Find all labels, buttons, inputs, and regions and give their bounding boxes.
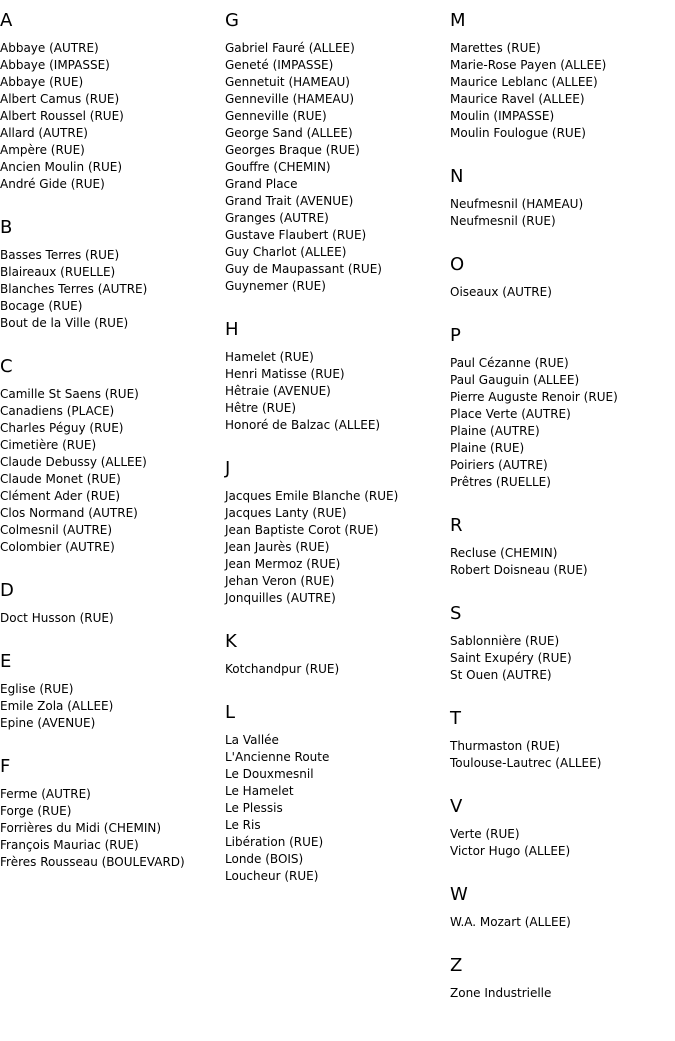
street-entry[interactable]: Forge (RUE) xyxy=(0,804,72,818)
letter-section-g xyxy=(225,10,445,295)
letter-heading: N xyxy=(450,166,464,187)
street-entry[interactable]: Blanches Terres (AUTRE) xyxy=(0,282,148,296)
street-entry[interactable]: Honoré de Balzac (ALLEE) xyxy=(225,418,381,432)
letter-section-b xyxy=(0,217,220,332)
letter-heading: J xyxy=(225,458,231,479)
street-entry[interactable]: Frères Rousseau (BOULEVARD) xyxy=(0,855,185,869)
street-entry[interactable]: Neufmesnil (HAMEAU) xyxy=(450,197,584,211)
street-entry[interactable]: Canadiens (PLACE) xyxy=(0,404,115,418)
street-list xyxy=(450,826,675,860)
index-column-2 xyxy=(225,0,445,909)
street-entry[interactable]: Blaireaux (RUELLE) xyxy=(0,265,116,279)
street-entry[interactable]: Eglise (RUE) xyxy=(0,682,74,696)
letter-section-a xyxy=(0,10,220,193)
street-entry[interactable]: Claude Debussy (ALLEE) xyxy=(0,455,147,469)
street-list xyxy=(450,545,675,579)
street-entry[interactable]: Le Douxmesnil xyxy=(225,767,314,781)
street-entry[interactable]: Robert Doisneau (RUE) xyxy=(450,563,588,577)
street-entry[interactable]: Paul Cézanne (RUE) xyxy=(450,356,569,370)
letter-heading: M xyxy=(450,10,466,31)
street-entry[interactable]: Jean Mermoz (RUE) xyxy=(225,557,341,571)
street-entry[interactable]: Albert Roussel (RUE) xyxy=(0,109,124,123)
street-entry[interactable]: Oiseaux (AUTRE) xyxy=(450,285,552,299)
letter-heading: H xyxy=(225,319,239,340)
street-entry[interactable]: Charles Péguy (RUE) xyxy=(0,421,124,435)
letter-heading: A xyxy=(0,10,13,31)
street-list xyxy=(450,738,675,772)
street-entry[interactable]: Sablonnière (RUE) xyxy=(450,634,560,648)
letter-section-h xyxy=(225,319,445,434)
street-entry[interactable]: Camille St Saens (RUE) xyxy=(0,387,139,401)
street-entry[interactable]: Claude Monet (RUE) xyxy=(0,472,121,486)
letter-heading: R xyxy=(450,515,463,536)
street-entry[interactable]: Georges Braque (RUE) xyxy=(225,143,360,157)
street-entry[interactable]: Genneville (RUE) xyxy=(225,109,327,123)
street-entry[interactable]: Paul Gauguin (ALLEE) xyxy=(450,373,580,387)
street-entry[interactable]: Hêtre (RUE) xyxy=(225,401,297,415)
letter-heading: G xyxy=(225,10,239,31)
letter-heading: O xyxy=(450,254,465,275)
street-entry[interactable]: Poiriers (AUTRE) xyxy=(450,458,548,472)
letter-heading: T xyxy=(450,708,461,729)
street-entry[interactable]: Gustave Flaubert (RUE) xyxy=(225,228,367,242)
street-entry[interactable]: Jean Jaurès (RUE) xyxy=(225,540,330,554)
street-entry[interactable]: Jacques Lanty (RUE) xyxy=(225,506,347,520)
street-list xyxy=(450,355,675,491)
street-list xyxy=(450,914,675,931)
street-entry[interactable]: Jacques Emile Blanche (RUE) xyxy=(225,489,399,503)
street-entry[interactable]: Clos Normand (AUTRE) xyxy=(0,506,138,520)
street-entry[interactable]: Neufmesnil (RUE) xyxy=(450,214,556,228)
street-entry[interactable]: Gouffre (CHEMIN) xyxy=(225,160,331,174)
letter-heading: Z xyxy=(450,955,463,976)
street-entry[interactable]: Grand Trait (AVENUE) xyxy=(225,194,354,208)
street-entry[interactable]: Cimetière (RUE) xyxy=(0,438,97,452)
street-entry[interactable]: Marie-Rose Payen (ALLEE) xyxy=(450,58,607,72)
letter-heading: C xyxy=(0,356,13,377)
street-entry[interactable]: Le Ris xyxy=(225,818,261,832)
street-list xyxy=(225,732,445,885)
street-entry[interactable]: Le Plessis xyxy=(225,801,283,815)
letter-section-w xyxy=(450,884,675,931)
letter-section-n xyxy=(450,166,675,230)
street-entry[interactable]: Maurice Leblanc (ALLEE) xyxy=(450,75,598,89)
street-entry[interactable]: Abbaye (RUE) xyxy=(0,75,84,89)
letter-section-s xyxy=(450,603,675,684)
street-list xyxy=(0,681,220,732)
street-entry[interactable]: Colmesnil (AUTRE) xyxy=(0,523,113,537)
street-entry[interactable]: Geneté (IMPASSE) xyxy=(225,58,334,72)
street-entry[interactable]: Guy de Maupassant (RUE) xyxy=(225,262,382,276)
street-list xyxy=(450,196,675,230)
street-list xyxy=(450,40,675,142)
street-entry[interactable]: Jehan Veron (RUE) xyxy=(225,574,335,588)
street-entry[interactable]: Abbaye (IMPASSE) xyxy=(0,58,110,72)
letter-heading: F xyxy=(0,756,11,777)
street-entry[interactable]: Plaine (AUTRE) xyxy=(450,424,540,438)
street-entry[interactable]: Doct Husson (RUE) xyxy=(0,611,114,625)
letter-section-l xyxy=(225,702,445,885)
street-entry[interactable]: Emile Zola (ALLEE) xyxy=(0,699,114,713)
letter-section-d xyxy=(0,580,220,627)
letter-section-k xyxy=(225,631,445,678)
street-list xyxy=(225,349,445,434)
street-entry[interactable]: W.A. Mozart (ALLEE) xyxy=(450,915,571,929)
street-list xyxy=(0,247,220,332)
street-entry[interactable]: Hamelet (RUE) xyxy=(225,350,314,364)
letter-heading: L xyxy=(225,702,236,723)
street-entry[interactable]: Zone Industrielle xyxy=(450,986,552,1000)
street-entry[interactable]: François Mauriac (RUE) xyxy=(0,838,139,852)
street-entry[interactable]: Bocage (RUE) xyxy=(0,299,83,313)
street-list xyxy=(0,386,220,556)
street-list xyxy=(450,633,675,684)
street-entry[interactable]: Albert Camus (RUE) xyxy=(0,92,120,106)
street-entry[interactable]: Guy Charlot (ALLEE) xyxy=(225,245,347,259)
street-entry[interactable]: Maurice Ravel (ALLEE) xyxy=(450,92,585,106)
street-entry[interactable]: Verte (RUE) xyxy=(450,827,520,841)
street-entry[interactable]: Abbaye (AUTRE) xyxy=(0,41,99,55)
street-entry[interactable]: George Sand (ALLEE) xyxy=(225,126,353,140)
street-entry[interactable]: Ancien Moulin (RUE) xyxy=(0,160,123,174)
street-list xyxy=(450,985,675,1002)
street-list xyxy=(0,40,220,193)
street-list xyxy=(225,661,445,678)
street-entry[interactable]: Moulin (IMPASSE) xyxy=(450,109,555,123)
index-column-1 xyxy=(0,0,220,895)
letter-section-m xyxy=(450,10,675,142)
street-entry[interactable]: Epine (AVENUE) xyxy=(0,716,96,730)
street-entry[interactable]: Victor Hugo (ALLEE) xyxy=(450,844,571,858)
letter-section-c xyxy=(0,356,220,556)
street-entry[interactable]: Ampère (RUE) xyxy=(0,143,85,157)
street-entry[interactable]: Toulouse-Lautrec (ALLEE) xyxy=(450,756,602,770)
street-entry[interactable]: Saint Exupéry (RUE) xyxy=(450,651,572,665)
letter-heading: P xyxy=(450,325,461,346)
street-entry[interactable]: Le Hamelet xyxy=(225,784,294,798)
street-entry[interactable]: Henri Matisse (RUE) xyxy=(225,367,345,381)
letter-heading: S xyxy=(450,603,462,624)
street-entry[interactable]: Marettes (RUE) xyxy=(450,41,541,55)
letter-heading: K xyxy=(225,631,237,652)
street-entry[interactable]: Forrières du Midi (CHEMIN) xyxy=(0,821,162,835)
street-entry[interactable]: Grand Place xyxy=(225,177,298,191)
street-list xyxy=(0,786,220,871)
street-entry[interactable]: Jonquilles (AUTRE) xyxy=(225,591,336,605)
street-entry[interactable]: Recluse (CHEMIN) xyxy=(450,546,558,560)
street-entry[interactable]: Thurmaston (RUE) xyxy=(450,739,561,753)
street-list xyxy=(225,40,445,295)
index-column-3 xyxy=(450,0,675,1026)
street-entry[interactable]: Ferme (AUTRE) xyxy=(0,787,91,801)
street-entry[interactable]: L'Ancienne Route xyxy=(225,750,330,764)
letter-section-t xyxy=(450,708,675,772)
letter-heading: V xyxy=(450,796,463,817)
letter-section-e xyxy=(0,651,220,732)
street-entry[interactable]: Basses Terres (RUE) xyxy=(0,248,120,262)
street-entry[interactable]: Moulin Foulogue (RUE) xyxy=(450,126,586,140)
letter-heading: B xyxy=(0,217,13,238)
street-entry[interactable]: Guynemer (RUE) xyxy=(225,279,326,293)
street-entry[interactable]: Hêtraie (AVENUE) xyxy=(225,384,331,398)
street-entry[interactable]: Kotchandpur (RUE) xyxy=(225,662,340,676)
street-entry[interactable]: La Vallée xyxy=(225,733,279,747)
street-entry[interactable]: Genneville (HAMEAU) xyxy=(225,92,355,106)
street-entry[interactable]: Colombier (AUTRE) xyxy=(0,540,115,554)
letter-section-v xyxy=(450,796,675,860)
letter-heading: W xyxy=(450,884,468,905)
street-entry[interactable]: Gabriel Fauré (ALLEE) xyxy=(225,41,355,55)
street-entry[interactable]: Prêtres (RUELLE) xyxy=(450,475,551,489)
letter-section-p xyxy=(450,325,675,491)
street-entry[interactable]: Granges (AUTRE) xyxy=(225,211,329,225)
letter-heading: D xyxy=(0,580,14,601)
letter-section-f xyxy=(0,756,220,871)
street-list xyxy=(450,284,675,301)
street-entry[interactable]: Londe (BOIS) xyxy=(225,852,304,866)
street-entry[interactable]: St Ouen (AUTRE) xyxy=(450,668,552,682)
letter-section-j xyxy=(225,458,445,607)
letter-section-r xyxy=(450,515,675,579)
street-entry[interactable]: Jean Baptiste Corot (RUE) xyxy=(225,523,379,537)
letter-section-o xyxy=(450,254,675,301)
street-entry[interactable]: Bout de la Ville (RUE) xyxy=(0,316,129,330)
street-entry[interactable]: Clément Ader (RUE) xyxy=(0,489,121,503)
street-entry[interactable]: Plaine (RUE) xyxy=(450,441,525,455)
street-entry[interactable]: Libération (RUE) xyxy=(225,835,324,849)
letter-section-z xyxy=(450,955,675,1002)
street-list xyxy=(0,610,220,627)
street-entry[interactable]: Place Verte (AUTRE) xyxy=(450,407,571,421)
street-entry[interactable]: Gennetuit (HAMEAU) xyxy=(225,75,350,89)
street-entry[interactable]: Allard (AUTRE) xyxy=(0,126,88,140)
street-entry[interactable]: Pierre Auguste Renoir (RUE) xyxy=(450,390,618,404)
street-entry[interactable]: André Gide (RUE) xyxy=(0,177,105,191)
street-list xyxy=(225,488,445,607)
letter-heading: E xyxy=(0,651,12,672)
street-entry[interactable]: Loucheur (RUE) xyxy=(225,869,319,883)
